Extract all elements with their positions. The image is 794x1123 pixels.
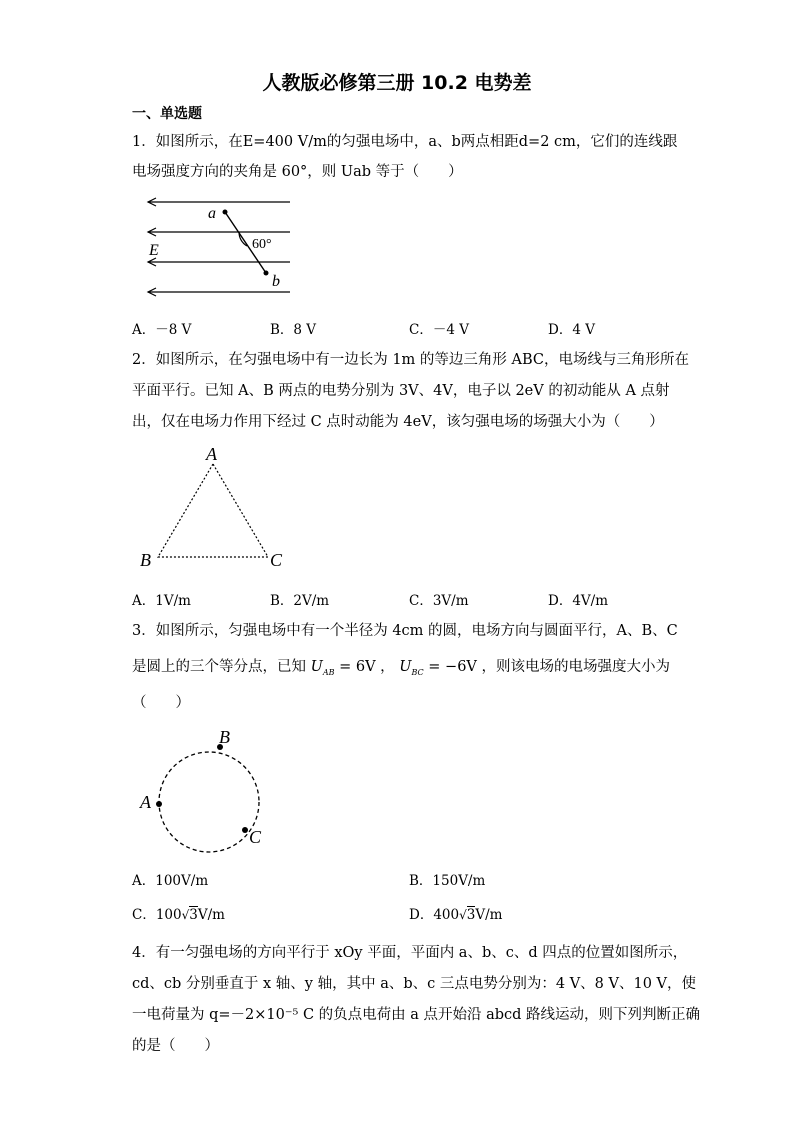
q4-line-2: cd、cb 分别垂直于 x 轴、y 轴，其中 a、b、c 三点电势分别为：4 V、8 V、10 V，使	[132, 976, 697, 992]
label-a: a	[208, 205, 216, 222]
q4-line-1: 4．有一匀强电场的方向平行于 xOy 平面，平面内 a、b、c、d 四点的位置如图所示，	[132, 945, 688, 961]
u-bc-value: = −6V ，则该电场的电场强度大小为	[423, 659, 671, 675]
point-C	[242, 827, 248, 833]
q3-line-1: 3．如图所示，匀强电场中有一个半径为 4cm 的圆，电场方向与圆面平行，A、B、C	[132, 623, 678, 639]
q3-option-d[interactable]	[409, 903, 502, 923]
u-ab-subscript: AB	[322, 667, 335, 677]
triangle-abc	[158, 464, 268, 557]
q2-option-a[interactable]: A．1V/m	[132, 593, 191, 609]
q3-line-3: （ ）	[132, 695, 190, 711]
label-B: B	[140, 550, 151, 570]
q1-option-a[interactable]: A．－8 V	[132, 322, 192, 338]
label-b: b	[272, 273, 280, 290]
label-C: C	[270, 550, 283, 570]
q3-circle-figure	[136, 724, 276, 854]
u-ab-symbol: U	[310, 659, 323, 675]
label-E: E	[149, 242, 159, 259]
q3-option-a[interactable]: A．100V/m	[132, 873, 209, 889]
circle-path	[159, 752, 259, 852]
q4-line-3: 一电荷量为 q=－2×10⁻⁵ C 的负点电荷由 a 点开始沿 abcd 路线运动，则下列判断正确	[132, 1007, 701, 1023]
q3-option-d-radicand: 3	[466, 907, 476, 923]
q2-option-c[interactable]: C．3V/m	[409, 593, 469, 609]
q3-option-c[interactable]	[132, 903, 225, 923]
label-angle: 60°	[252, 237, 272, 252]
q1-option-b[interactable]: B．8 V	[270, 322, 317, 338]
q3-line-2-text: 是圆上的三个等分点，已知	[132, 659, 306, 675]
q3-option-c-prefix: C．100	[132, 907, 182, 923]
u-bc-subscript: BC	[411, 667, 424, 677]
q2-line-2: 平面平行。已知 A、B 两点的电势分别为 3V、4V，电子以 2eV 的初动能从 A 点射	[132, 383, 670, 399]
u-bc-symbol: U	[399, 659, 412, 675]
q2-option-d[interactable]: D．4V/m	[548, 593, 609, 609]
q4-line-4: 的是（ ）	[132, 1038, 219, 1054]
q1-option-c[interactable]: C．－4 V	[409, 322, 469, 338]
q2-line-3: 出，仅在电场力作用下经过 C 点时动能为 4eV，该匀强电场的场强大小为（ ）	[132, 414, 664, 430]
q3-option-d-unit: V/m	[475, 907, 503, 923]
point-A	[156, 801, 162, 807]
q2-line-1: 2．如图所示，在匀强电场中有一边长为 1m 的等边三角形 ABC，电场线与三角形所在	[132, 352, 690, 368]
point-a	[223, 210, 228, 215]
q1-option-d[interactable]: D．4 V	[548, 322, 595, 338]
sqrt-icon: √	[181, 908, 190, 922]
sqrt-icon: √	[459, 908, 467, 922]
q3-option-d-prefix: D．400	[409, 907, 460, 923]
q1-line-1: 1．如图所示，在E=400 V/m的匀强电场中，a、b两点相距d=2 cm，它们的连线跟	[132, 134, 678, 150]
q3-option-c-radicand: 3	[189, 907, 198, 923]
q3-option-c-unit: V/m	[197, 907, 225, 923]
q1-line-2: 电场强度方向的夹角是 60°，则 Uab 等于（ ）	[132, 164, 463, 180]
page-title: 人教版必修第三册 10.2 电势差	[262, 72, 532, 94]
label-C: C	[249, 827, 262, 847]
point-b	[264, 271, 269, 276]
q2-triangle-figure	[136, 442, 296, 572]
section-heading: 一、单选题	[132, 106, 202, 122]
q1-field-figure	[140, 192, 300, 304]
label-B: B	[219, 727, 230, 747]
q3-line-2	[132, 655, 670, 677]
q3-option-b[interactable]: B．150V/m	[409, 873, 486, 889]
label-A: A	[140, 792, 151, 812]
q2-option-b[interactable]: B．2V/m	[270, 593, 330, 609]
u-ab-value: = 6V ，	[334, 659, 395, 675]
label-A: A	[206, 444, 217, 464]
